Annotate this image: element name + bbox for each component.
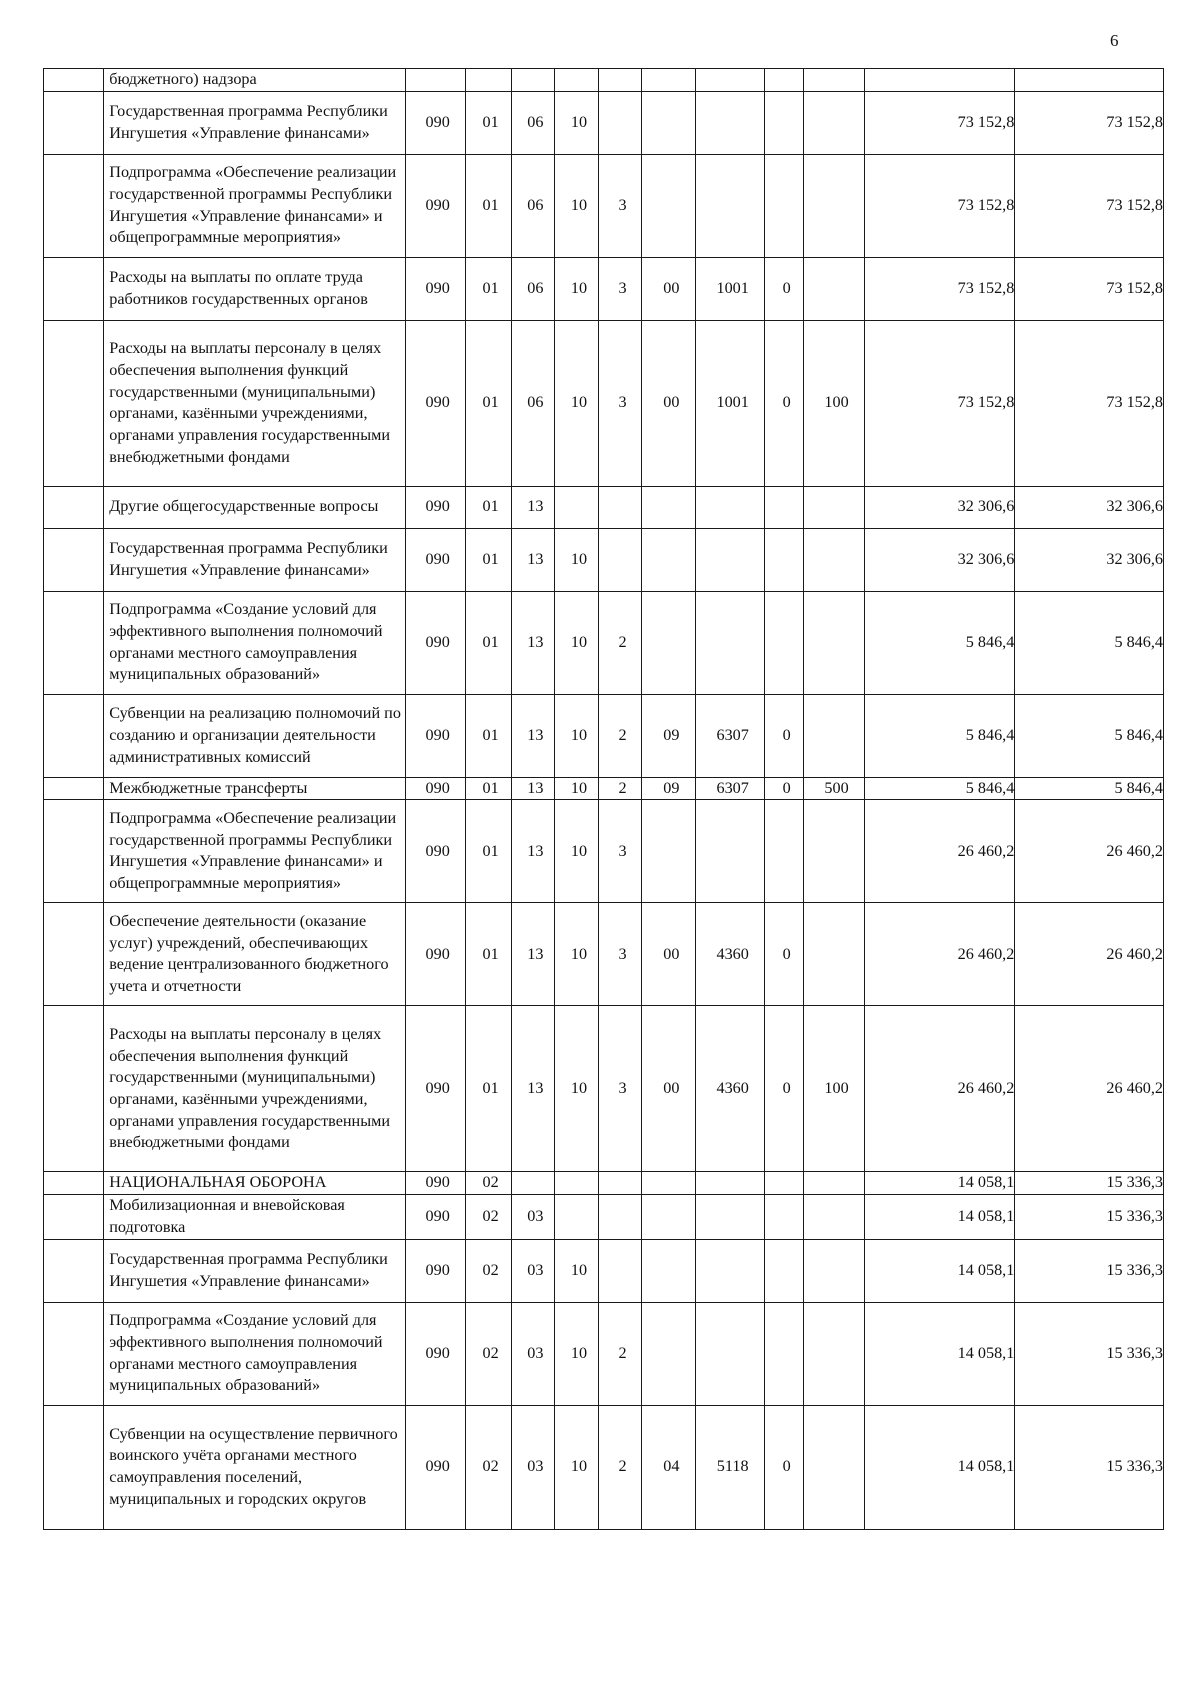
section-cell: 02 bbox=[465, 1405, 511, 1529]
subprogram-cell bbox=[598, 69, 642, 92]
blank-cell bbox=[44, 777, 104, 800]
subprogram-cell bbox=[598, 486, 642, 528]
item-name-cell: Государственная программа Республики Ингушетия «Управление финансами» bbox=[104, 1239, 405, 1302]
table-row bbox=[44, 528, 1164, 591]
item-name-cell: бюджетного) надзора bbox=[104, 69, 405, 92]
section-cell: 01 bbox=[465, 257, 511, 320]
blank-cell bbox=[44, 486, 104, 528]
program-cell bbox=[555, 486, 599, 528]
table-row bbox=[44, 69, 1164, 92]
measure-cell bbox=[642, 69, 696, 92]
gov-code-cell: 090 bbox=[405, 694, 465, 777]
element-cell: 0 bbox=[764, 903, 803, 1006]
page-number: 6 bbox=[1110, 31, 1119, 50]
blank-cell bbox=[44, 591, 104, 694]
blank-cell bbox=[44, 528, 104, 591]
blank-cell bbox=[44, 1405, 104, 1529]
table-row bbox=[44, 1006, 1164, 1172]
subprogram-cell: 2 bbox=[598, 591, 642, 694]
section-cell: 01 bbox=[465, 1006, 511, 1172]
amount-year-1-cell: 73 152,8 bbox=[864, 91, 1015, 154]
gov-code-cell: 090 bbox=[405, 1172, 465, 1195]
section-cell: 01 bbox=[465, 528, 511, 591]
element-cell: 0 bbox=[764, 777, 803, 800]
expense-type-cell bbox=[804, 903, 864, 1006]
subprogram-cell: 3 bbox=[598, 257, 642, 320]
section-cell: 01 bbox=[465, 591, 511, 694]
amount-year-2-cell: 26 460,2 bbox=[1015, 800, 1164, 903]
direction-cell bbox=[696, 1302, 765, 1405]
section-cell: 01 bbox=[465, 486, 511, 528]
subsection-cell: 13 bbox=[511, 800, 555, 903]
amount-year-1-cell: 32 306,6 bbox=[864, 486, 1015, 528]
amount-year-1-cell: 73 152,8 bbox=[864, 257, 1015, 320]
item-name-cell: НАЦИОНАЛЬНАЯ ОБОРОНА bbox=[104, 1172, 405, 1195]
amount-year-1-cell: 14 058,1 bbox=[864, 1195, 1015, 1239]
item-name-cell: Расходы на выплаты персоналу в целях обеспечения выполнения функций государственными (муниципальными) органами, казёнными учреждениями, органами управления государственными внебюджетными фондами bbox=[104, 320, 405, 486]
gov-code-cell: 090 bbox=[405, 903, 465, 1006]
table-row bbox=[44, 903, 1164, 1006]
direction-cell bbox=[696, 800, 765, 903]
subprogram-cell: 3 bbox=[598, 800, 642, 903]
program-cell: 10 bbox=[555, 1239, 599, 1302]
subsection-cell: 13 bbox=[511, 528, 555, 591]
direction-cell bbox=[696, 1172, 765, 1195]
item-name-cell: Субвенции на реализацию полномочий по созданию и организации деятельности административных комиссий bbox=[104, 694, 405, 777]
measure-cell bbox=[642, 486, 696, 528]
program-cell: 10 bbox=[555, 800, 599, 903]
item-name-cell: Обеспечение деятельности (оказание услуг) учреждений, обеспечивающих ведение централизованного бюджетного учета и отчетности bbox=[104, 903, 405, 1006]
element-cell bbox=[764, 1195, 803, 1239]
blank-cell bbox=[44, 1302, 104, 1405]
subsection-cell: 03 bbox=[511, 1405, 555, 1529]
table-body bbox=[44, 69, 1164, 1530]
subsection-cell: 06 bbox=[511, 91, 555, 154]
amount-year-2-cell: 5 846,4 bbox=[1015, 694, 1164, 777]
table-row bbox=[44, 777, 1164, 800]
item-name-cell: Подпрограмма «Создание условий для эффективного выполнения полномочий органами местного самоуправления муниципальных образований» bbox=[104, 1302, 405, 1405]
program-cell: 10 bbox=[555, 320, 599, 486]
program-cell bbox=[555, 69, 599, 92]
expense-type-cell bbox=[804, 1302, 864, 1405]
measure-cell: 00 bbox=[642, 257, 696, 320]
measure-cell: 00 bbox=[642, 320, 696, 486]
gov-code-cell: 090 bbox=[405, 800, 465, 903]
measure-cell: 00 bbox=[642, 1006, 696, 1172]
program-cell bbox=[555, 1195, 599, 1239]
blank-cell bbox=[44, 320, 104, 486]
element-cell bbox=[764, 1302, 803, 1405]
amount-year-2-cell: 15 336,3 bbox=[1015, 1405, 1164, 1529]
direction-cell bbox=[696, 1195, 765, 1239]
table-row bbox=[44, 320, 1164, 486]
item-name-cell: Субвенции на осуществление первичного воинского учёта органами местного самоуправления поселений, муниципальных и городских округов bbox=[104, 1405, 405, 1529]
gov-code-cell: 090 bbox=[405, 1239, 465, 1302]
item-name-cell: Подпрограмма «Обеспечение реализации государственной программы Республики Ингушетия «Управление финансами» и общепрограммные мероприятия» bbox=[104, 154, 405, 257]
element-cell: 0 bbox=[764, 1006, 803, 1172]
measure-cell: 09 bbox=[642, 694, 696, 777]
subprogram-cell: 3 bbox=[598, 154, 642, 257]
direction-cell: 5118 bbox=[696, 1405, 765, 1529]
program-cell: 10 bbox=[555, 1302, 599, 1405]
amount-year-1-cell bbox=[864, 69, 1015, 92]
amount-year-1-cell: 14 058,1 bbox=[864, 1239, 1015, 1302]
measure-cell bbox=[642, 154, 696, 257]
expense-type-cell bbox=[804, 800, 864, 903]
amount-year-2-cell: 26 460,2 bbox=[1015, 903, 1164, 1006]
measure-cell bbox=[642, 1239, 696, 1302]
section-cell: 01 bbox=[465, 694, 511, 777]
table-row bbox=[44, 154, 1164, 257]
element-cell bbox=[764, 1239, 803, 1302]
expense-type-cell: 100 bbox=[804, 1006, 864, 1172]
amount-year-1-cell: 26 460,2 bbox=[864, 1006, 1015, 1172]
subsection-cell bbox=[511, 1172, 555, 1195]
gov-code-cell: 090 bbox=[405, 528, 465, 591]
measure-cell: 09 bbox=[642, 777, 696, 800]
expense-type-cell: 100 bbox=[804, 320, 864, 486]
section-cell: 01 bbox=[465, 91, 511, 154]
measure-cell bbox=[642, 1195, 696, 1239]
subsection-cell: 06 bbox=[511, 257, 555, 320]
subprogram-cell: 3 bbox=[598, 320, 642, 486]
gov-code-cell: 090 bbox=[405, 91, 465, 154]
item-name-cell: Другие общегосударственные вопросы bbox=[104, 486, 405, 528]
expense-type-cell bbox=[804, 591, 864, 694]
direction-cell bbox=[696, 528, 765, 591]
measure-cell bbox=[642, 591, 696, 694]
budget-table bbox=[43, 68, 1164, 1530]
expense-type-cell bbox=[804, 486, 864, 528]
gov-code-cell: 090 bbox=[405, 486, 465, 528]
program-cell: 10 bbox=[555, 1405, 599, 1529]
item-name-cell: Государственная программа Республики Ингушетия «Управление финансами» bbox=[104, 528, 405, 591]
measure-cell: 04 bbox=[642, 1405, 696, 1529]
blank-cell bbox=[44, 69, 104, 92]
gov-code-cell: 090 bbox=[405, 1006, 465, 1172]
direction-cell bbox=[696, 591, 765, 694]
item-name-cell: Мобилизационная и вневойсковая подготовка bbox=[104, 1195, 405, 1239]
amount-year-1-cell: 73 152,8 bbox=[864, 154, 1015, 257]
expense-type-cell bbox=[804, 91, 864, 154]
section-cell: 02 bbox=[465, 1195, 511, 1239]
subprogram-cell bbox=[598, 1195, 642, 1239]
subsection-cell: 13 bbox=[511, 694, 555, 777]
expense-type-cell bbox=[804, 694, 864, 777]
element-cell bbox=[764, 800, 803, 903]
amount-year-2-cell: 15 336,3 bbox=[1015, 1195, 1164, 1239]
section-cell bbox=[465, 69, 511, 92]
amount-year-2-cell: 32 306,6 bbox=[1015, 486, 1164, 528]
gov-code-cell: 090 bbox=[405, 154, 465, 257]
element-cell: 0 bbox=[764, 320, 803, 486]
amount-year-2-cell: 32 306,6 bbox=[1015, 528, 1164, 591]
direction-cell bbox=[696, 91, 765, 154]
amount-year-1-cell: 5 846,4 bbox=[864, 777, 1015, 800]
gov-code-cell: 090 bbox=[405, 591, 465, 694]
amount-year-1-cell: 26 460,2 bbox=[864, 800, 1015, 903]
element-cell bbox=[764, 91, 803, 154]
table-row bbox=[44, 1302, 1164, 1405]
blank-cell bbox=[44, 903, 104, 1006]
gov-code-cell: 090 bbox=[405, 1405, 465, 1529]
gov-code-cell: 090 bbox=[405, 1195, 465, 1239]
program-cell: 10 bbox=[555, 777, 599, 800]
table-row bbox=[44, 694, 1164, 777]
program-cell: 10 bbox=[555, 91, 599, 154]
amount-year-2-cell: 73 152,8 bbox=[1015, 154, 1164, 257]
element-cell bbox=[764, 591, 803, 694]
element-cell bbox=[764, 69, 803, 92]
expense-type-cell bbox=[804, 1239, 864, 1302]
element-cell bbox=[764, 1172, 803, 1195]
subprogram-cell: 2 bbox=[598, 1405, 642, 1529]
measure-cell bbox=[642, 91, 696, 154]
direction-cell: 6307 bbox=[696, 694, 765, 777]
measure-cell bbox=[642, 528, 696, 591]
direction-cell: 4360 bbox=[696, 1006, 765, 1172]
expense-type-cell bbox=[804, 69, 864, 92]
expense-type-cell bbox=[804, 1195, 864, 1239]
subsection-cell: 03 bbox=[511, 1239, 555, 1302]
table-row bbox=[44, 1195, 1164, 1239]
item-name-cell: Подпрограмма «Обеспечение реализации государственной программы Республики Ингушетия «Управление финансами» и общепрограммные мероприятия» bbox=[104, 800, 405, 903]
direction-cell bbox=[696, 69, 765, 92]
expense-type-cell bbox=[804, 154, 864, 257]
amount-year-2-cell bbox=[1015, 69, 1164, 92]
section-cell: 01 bbox=[465, 154, 511, 257]
amount-year-1-cell: 26 460,2 bbox=[864, 903, 1015, 1006]
program-cell: 10 bbox=[555, 154, 599, 257]
program-cell: 10 bbox=[555, 591, 599, 694]
direction-cell bbox=[696, 486, 765, 528]
subprogram-cell bbox=[598, 91, 642, 154]
subprogram-cell: 2 bbox=[598, 1302, 642, 1405]
item-name-cell: Расходы на выплаты персоналу в целях обеспечения выполнения функций государственными (муниципальными) органами, казёнными учреждениями, органами управления государственными внебюджетными фондами bbox=[104, 1006, 405, 1172]
measure-cell: 00 bbox=[642, 903, 696, 1006]
subprogram-cell: 3 bbox=[598, 1006, 642, 1172]
subsection-cell bbox=[511, 69, 555, 92]
subsection-cell: 13 bbox=[511, 903, 555, 1006]
amount-year-1-cell: 5 846,4 bbox=[864, 694, 1015, 777]
amount-year-2-cell: 5 846,4 bbox=[1015, 777, 1164, 800]
blank-cell bbox=[44, 800, 104, 903]
element-cell: 0 bbox=[764, 257, 803, 320]
item-name-cell: Государственная программа Республики Ингушетия «Управление финансами» bbox=[104, 91, 405, 154]
subsection-cell: 13 bbox=[511, 486, 555, 528]
expense-type-cell bbox=[804, 528, 864, 591]
table-row bbox=[44, 800, 1164, 903]
expense-type-cell: 500 bbox=[804, 777, 864, 800]
subsection-cell: 03 bbox=[511, 1302, 555, 1405]
expense-type-cell bbox=[804, 257, 864, 320]
amount-year-2-cell: 15 336,3 bbox=[1015, 1239, 1164, 1302]
amount-year-1-cell: 32 306,6 bbox=[864, 528, 1015, 591]
amount-year-1-cell: 14 058,1 bbox=[864, 1302, 1015, 1405]
subsection-cell: 13 bbox=[511, 777, 555, 800]
amount-year-2-cell: 15 336,3 bbox=[1015, 1172, 1164, 1195]
blank-cell bbox=[44, 1195, 104, 1239]
direction-cell: 4360 bbox=[696, 903, 765, 1006]
element-cell bbox=[764, 528, 803, 591]
blank-cell bbox=[44, 91, 104, 154]
program-cell: 10 bbox=[555, 257, 599, 320]
section-cell: 01 bbox=[465, 903, 511, 1006]
table-row bbox=[44, 1239, 1164, 1302]
section-cell: 02 bbox=[465, 1239, 511, 1302]
amount-year-2-cell: 5 846,4 bbox=[1015, 591, 1164, 694]
program-cell: 10 bbox=[555, 903, 599, 1006]
subsection-cell: 13 bbox=[511, 1006, 555, 1172]
section-cell: 01 bbox=[465, 800, 511, 903]
element-cell: 0 bbox=[764, 1405, 803, 1529]
section-cell: 01 bbox=[465, 777, 511, 800]
direction-cell bbox=[696, 154, 765, 257]
amount-year-1-cell: 14 058,1 bbox=[864, 1405, 1015, 1529]
blank-cell bbox=[44, 154, 104, 257]
section-cell: 02 bbox=[465, 1302, 511, 1405]
direction-cell bbox=[696, 1239, 765, 1302]
subsection-cell: 13 bbox=[511, 591, 555, 694]
subprogram-cell: 2 bbox=[598, 777, 642, 800]
table-row bbox=[44, 257, 1164, 320]
blank-cell bbox=[44, 1239, 104, 1302]
element-cell bbox=[764, 154, 803, 257]
program-cell: 10 bbox=[555, 1006, 599, 1172]
measure-cell bbox=[642, 800, 696, 903]
element-cell: 0 bbox=[764, 694, 803, 777]
amount-year-2-cell: 73 152,8 bbox=[1015, 257, 1164, 320]
item-name-cell: Межбюджетные трансферты bbox=[104, 777, 405, 800]
section-cell: 01 bbox=[465, 320, 511, 486]
measure-cell bbox=[642, 1172, 696, 1195]
subprogram-cell: 2 bbox=[598, 694, 642, 777]
element-cell bbox=[764, 486, 803, 528]
expense-type-cell bbox=[804, 1172, 864, 1195]
blank-cell bbox=[44, 694, 104, 777]
program-cell: 10 bbox=[555, 694, 599, 777]
expense-type-cell bbox=[804, 1405, 864, 1529]
section-cell: 02 bbox=[465, 1172, 511, 1195]
subprogram-cell bbox=[598, 528, 642, 591]
amount-year-2-cell: 15 336,3 bbox=[1015, 1302, 1164, 1405]
gov-code-cell: 090 bbox=[405, 777, 465, 800]
blank-cell bbox=[44, 257, 104, 320]
amount-year-1-cell: 73 152,8 bbox=[864, 320, 1015, 486]
program-cell: 10 bbox=[555, 528, 599, 591]
subsection-cell: 03 bbox=[511, 1195, 555, 1239]
gov-code-cell bbox=[405, 69, 465, 92]
item-name-cell: Подпрограмма «Создание условий для эффективного выполнения полномочий органами местного самоуправления муниципальных образований» bbox=[104, 591, 405, 694]
table-row bbox=[44, 591, 1164, 694]
direction-cell: 1001 bbox=[696, 257, 765, 320]
gov-code-cell: 090 bbox=[405, 1302, 465, 1405]
table-row bbox=[44, 1172, 1164, 1195]
direction-cell: 6307 bbox=[696, 777, 765, 800]
subsection-cell: 06 bbox=[511, 154, 555, 257]
amount-year-1-cell: 14 058,1 bbox=[864, 1172, 1015, 1195]
amount-year-2-cell: 73 152,8 bbox=[1015, 320, 1164, 486]
measure-cell bbox=[642, 1302, 696, 1405]
table-row bbox=[44, 91, 1164, 154]
amount-year-2-cell: 26 460,2 bbox=[1015, 1006, 1164, 1172]
blank-cell bbox=[44, 1172, 104, 1195]
program-cell bbox=[555, 1172, 599, 1195]
gov-code-cell: 090 bbox=[405, 257, 465, 320]
subprogram-cell bbox=[598, 1239, 642, 1302]
amount-year-2-cell: 73 152,8 bbox=[1015, 91, 1164, 154]
subprogram-cell: 3 bbox=[598, 903, 642, 1006]
subprogram-cell bbox=[598, 1172, 642, 1195]
direction-cell: 1001 bbox=[696, 320, 765, 486]
subsection-cell: 06 bbox=[511, 320, 555, 486]
table-row bbox=[44, 1405, 1164, 1529]
table-row bbox=[44, 486, 1164, 528]
item-name-cell: Расходы на выплаты по оплате труда работников государственных органов bbox=[104, 257, 405, 320]
amount-year-1-cell: 5 846,4 bbox=[864, 591, 1015, 694]
blank-cell bbox=[44, 1006, 104, 1172]
gov-code-cell: 090 bbox=[405, 320, 465, 486]
